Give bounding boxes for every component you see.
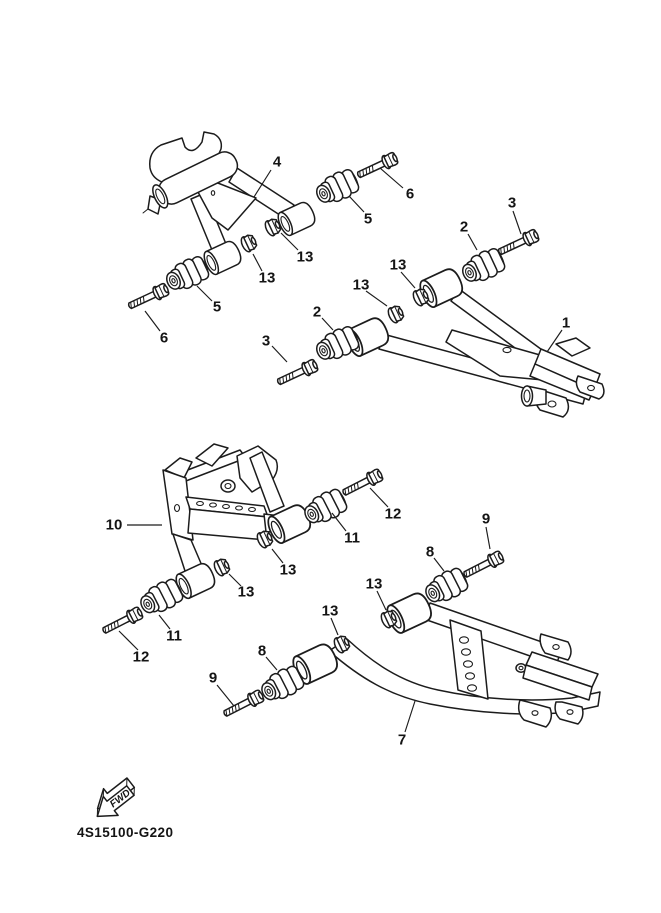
callout-leader-6 [145, 311, 160, 331]
callout-label-13: 13 [352, 276, 370, 294]
callout-label-13: 13 [365, 575, 383, 593]
callout-label-3: 3 [261, 332, 271, 350]
bolt-12-left [100, 606, 144, 638]
callout-leader-13 [253, 254, 262, 271]
callout-leader-12 [370, 488, 388, 507]
callout-leader-8 [434, 558, 444, 571]
callout-label-5: 5 [212, 298, 222, 316]
callout-label-6: 6 [159, 329, 169, 347]
part-code: 4S15100-G220 [77, 825, 174, 840]
bolt-6-top [355, 151, 399, 182]
callout-label-12: 12 [132, 648, 150, 666]
callout-leader-5 [349, 196, 364, 212]
callout-leader-1 [547, 330, 562, 352]
callout-label-11: 11 [166, 627, 182, 645]
callout-leader-13 [331, 618, 338, 635]
callout-label-9: 9 [208, 669, 218, 687]
callout-label-13: 13 [296, 248, 314, 266]
callout-leader-3 [272, 346, 287, 362]
fwd-arrow [86, 773, 142, 826]
callout-label-2: 2 [312, 303, 322, 321]
nut-13-f [212, 557, 231, 577]
callout-label-13: 13 [237, 583, 255, 601]
callout-label-8: 8 [257, 642, 267, 660]
callout-label-5: 5 [363, 210, 373, 228]
part-1-front-lower-arm [343, 266, 604, 417]
callout-leader-9 [217, 685, 234, 706]
callout-leader-13 [401, 272, 415, 288]
callout-leader-13 [377, 591, 386, 610]
callout-label-10: 10 [105, 516, 123, 534]
callout-label-3: 3 [507, 194, 517, 212]
bushing-5-top [312, 166, 361, 208]
bolt-9-right [461, 550, 505, 582]
callout-leader-2 [468, 234, 477, 250]
nut-13-b [239, 233, 258, 253]
callout-leader-12 [119, 631, 138, 650]
callout-leader-7 [405, 701, 415, 732]
callout-leader-3 [513, 211, 521, 234]
callout-leader-6 [380, 168, 403, 188]
callout-label-13: 13 [389, 256, 407, 274]
callout-leader-11 [332, 513, 346, 531]
callout-label-13: 13 [258, 269, 276, 287]
callout-leader-8 [266, 657, 277, 670]
callout-label-1: 1 [561, 314, 571, 332]
bolt-12-right [340, 468, 384, 500]
callout-label-11: 11 [344, 529, 360, 547]
callout-label-13: 13 [279, 561, 297, 579]
nut-13-d [386, 304, 405, 324]
callout-label-4: 4 [272, 153, 282, 171]
bolt-9-left [221, 689, 265, 721]
callout-leader-9 [486, 527, 490, 549]
bushing-8-right [421, 565, 471, 608]
callout-label-8: 8 [425, 543, 435, 561]
callout-label-2: 2 [459, 218, 469, 236]
bolt-3-left [275, 358, 319, 389]
bolt-3-right [496, 228, 540, 259]
callout-label-7: 7 [397, 731, 407, 749]
callout-label-13: 13 [321, 602, 339, 620]
callout-leader-2 [322, 318, 333, 330]
fwd-label: FWD [108, 787, 133, 811]
callout-leader-5 [197, 286, 212, 301]
bolt-6-left [126, 282, 170, 313]
part-4-front-upper-arm [143, 132, 318, 276]
callout-label-9: 9 [481, 510, 491, 528]
callout-label-6: 6 [405, 185, 415, 203]
callout-label-12: 12 [384, 505, 402, 523]
